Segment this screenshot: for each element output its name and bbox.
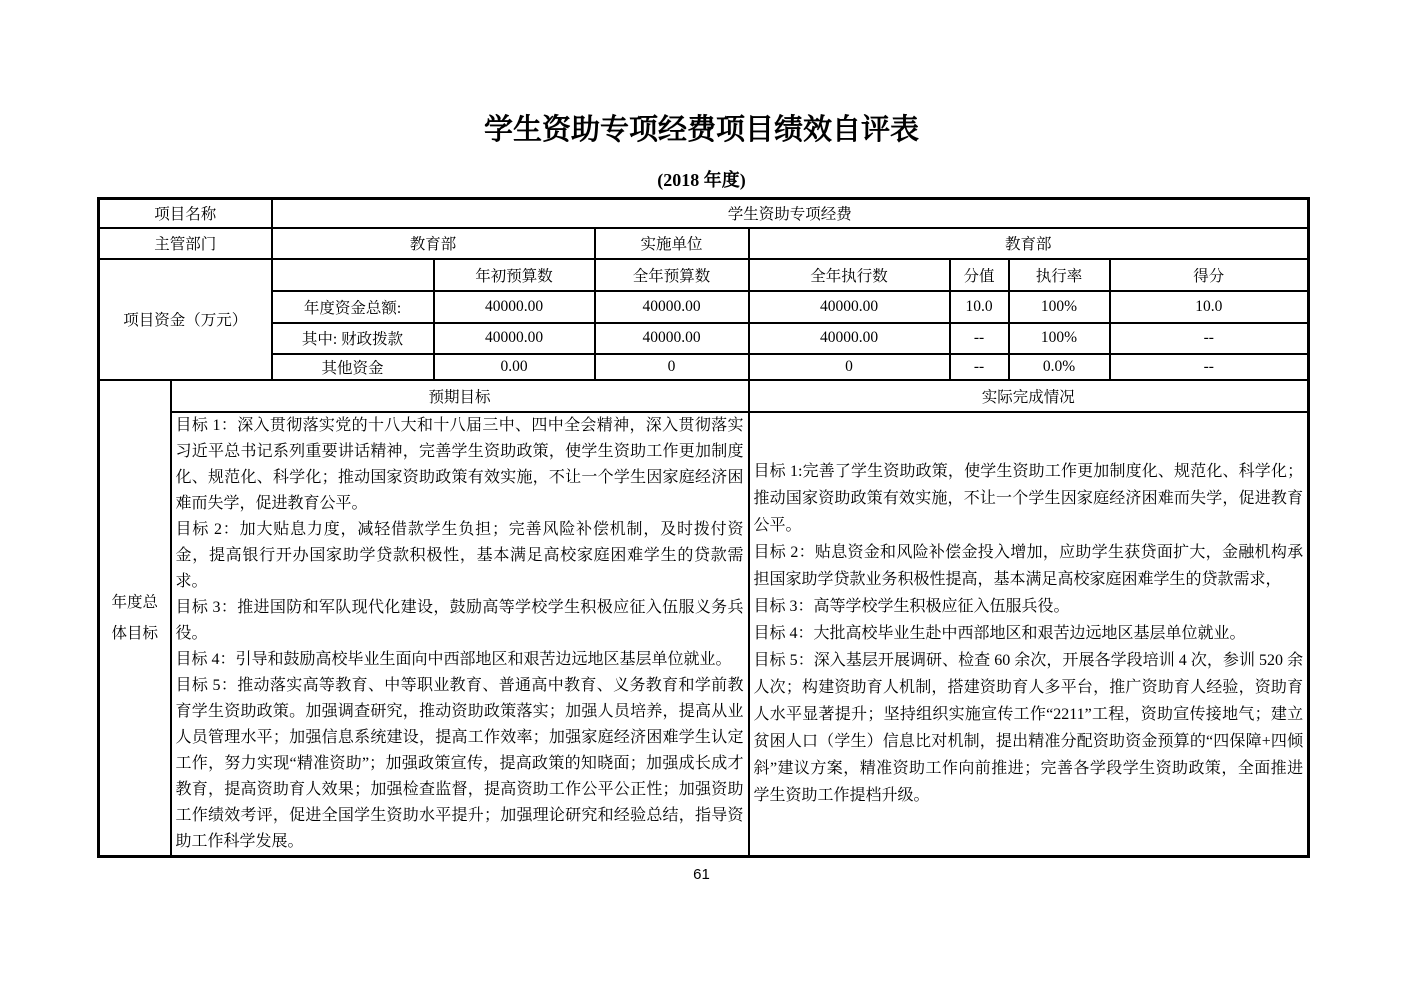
funds-row-total	[99, 291, 1309, 323]
expected-goals-header: 预期目标	[171, 380, 749, 412]
funds-total-label: 年度资金总额:	[272, 291, 434, 323]
expected-goal-1: 目标 1：深入贯彻落实党的十八大和十八届三中、四中全会精神，深入贯彻落实习近平总书记系列重要讲话精神，完善学生资助政策，使学生资助工作更加制度化、规范化、科学化；推动国家资助政策有效实施，不让一个学生因家庭经济困难而失学，促进教育公平。	[175, 416, 744, 512]
funds-header-annual-execution: 全年执行数	[749, 259, 950, 291]
funds-header-execution-rate: 执行率	[1009, 259, 1110, 291]
actual-completion-header: 实际完成情况	[749, 380, 1309, 412]
actual-goal-4: 目标 4：大批高校毕业生赴中西部地区和艰苦边远地区基层单位就业。	[753, 625, 1246, 642]
funds-total-score: 10.0	[1110, 291, 1309, 323]
project-name-label: 项目名称	[99, 199, 272, 228]
department-row	[99, 228, 1309, 259]
expected-goal-2: 目标 2：加大贴息力度，减轻借款学生负担；完善风险补偿机制，及时拨付资金，提高银行开办国家助学贷款积极性，基本满足高校家庭困难学生的贷款需求。	[175, 520, 744, 590]
funds-fiscal-initial: 40000.00	[434, 323, 595, 354]
evaluation-table	[97, 197, 1310, 858]
page-title: 学生资助专项经费项目绩效自评表	[483, 114, 919, 146]
funds-total-execution-rate: 100%	[1009, 291, 1110, 323]
funds-section-label: 项目资金（万元）	[99, 259, 272, 380]
funds-other-label: 其他资金	[272, 354, 434, 380]
page-subtitle: (2018 年度)	[657, 170, 746, 190]
funds-header-row	[99, 259, 1309, 291]
unit-label: 实施单位	[595, 228, 749, 259]
funds-fiscal-score-value: --	[950, 323, 1009, 354]
funds-row-other	[99, 354, 1309, 380]
dept-value: 教育部	[272, 228, 595, 259]
goals-body-row	[99, 412, 1309, 857]
funds-fiscal-score: --	[1110, 323, 1309, 354]
funds-other-execution-rate: 0.0%	[1009, 354, 1110, 380]
funds-header-initial-budget: 年初预算数	[434, 259, 595, 291]
funds-other-score: --	[1110, 354, 1309, 380]
project-name-row	[99, 199, 1309, 228]
funds-header-score: 得分	[1110, 259, 1309, 291]
funds-other-score-value: --	[950, 354, 1009, 380]
funds-total-initial: 40000.00	[434, 291, 595, 323]
funds-row-fiscal	[99, 323, 1309, 354]
actual-completion-text	[749, 412, 1309, 857]
unit-value: 教育部	[749, 228, 1309, 259]
goals-header-row	[99, 380, 1309, 412]
page-number: 61	[693, 866, 710, 883]
funds-fiscal-label: 其中: 财政拨款	[272, 323, 434, 354]
funds-total-annual-budget: 40000.00	[595, 291, 749, 323]
funds-header-score-value: 分值	[950, 259, 1009, 291]
expected-goal-3: 目标 3：推进国防和军队现代化建设，鼓励高等学校学生积极应征入伍服义务兵役。	[175, 598, 744, 642]
expected-goals-text	[171, 412, 749, 857]
funds-other-execution: 0	[749, 354, 950, 380]
funds-corner-cell	[272, 259, 434, 291]
goals-section-label: 年度总体目标	[99, 380, 171, 857]
dept-label: 主管部门	[99, 228, 272, 259]
funds-fiscal-execution: 40000.00	[749, 323, 950, 354]
funds-fiscal-execution-rate: 100%	[1009, 323, 1110, 354]
actual-goal-3: 目标 3：高等学校学生积极应征入伍服兵役。	[753, 598, 1070, 615]
funds-other-annual-budget: 0	[595, 354, 749, 380]
expected-goal-4: 目标 4：引导和鼓励高校毕业生面向中西部地区和艰苦边远地区基层单位就业。	[175, 650, 732, 668]
funds-total-score-value: 10.0	[950, 291, 1009, 323]
actual-goal-1: 目标 1:完善了学生资助政策，使学生资助工作更加制度化、规范化、科学化；推动国家资助政策有效实施，不让一个学生因家庭经济困难而失学，促进教育公平。	[753, 463, 1304, 534]
funds-fiscal-annual-budget: 40000.00	[595, 323, 749, 354]
project-name-value: 学生资助专项经费	[272, 199, 1309, 228]
expected-goal-5: 目标 5：推动落实高等教育、中等职业教育、普通高中教育、义务教育和学前教育学生资助政策。加强调查研究，推动资助政策落实；加强人员培养，提高从业人员管理水平；加强信息系统建设，提高工作效率；加强家庭经济困难学生认定工作，努力实现“精准资助”；加强政策宣传，提高政策的知晓面；加强成长成才教育，提高资助育人效果；加强检查监督，提高资助工作公平公正性；加强资助工作绩效考评，促进全国学生资助水平提升；加强理论研究和经验总结，指导资助工作科学发展。	[175, 676, 744, 850]
actual-goal-5: 目标 5：深入基层开展调研、检查 60 余次，开展各学段培训 4 次，参训 520 余人次；构建资助育人机制，搭建资助育人多平台，推广资助育人经验，资助育人水平显著提升；坚持组织实施宣传工作“2211”工程，资助宣传接地气；建立贫困人口（学生）信息比对机制，提出精准分配资助资金预算的“四保障+四倾斜”建议方案，精准资助工作向前推进；完善各学段学生资助政策，全面推进学生资助工作提档升级。	[753, 652, 1304, 804]
funds-total-execution: 40000.00	[749, 291, 950, 323]
funds-header-annual-budget: 全年预算数	[595, 259, 749, 291]
funds-other-initial: 0.00	[434, 354, 595, 380]
actual-goal-2: 目标 2：贴息资金和风险补偿金投入增加，应助学生获贷面扩大，金融机构承担国家助学贷款业务积极性提高，基本满足高校家庭困难学生的贷款需求，	[753, 544, 1304, 588]
